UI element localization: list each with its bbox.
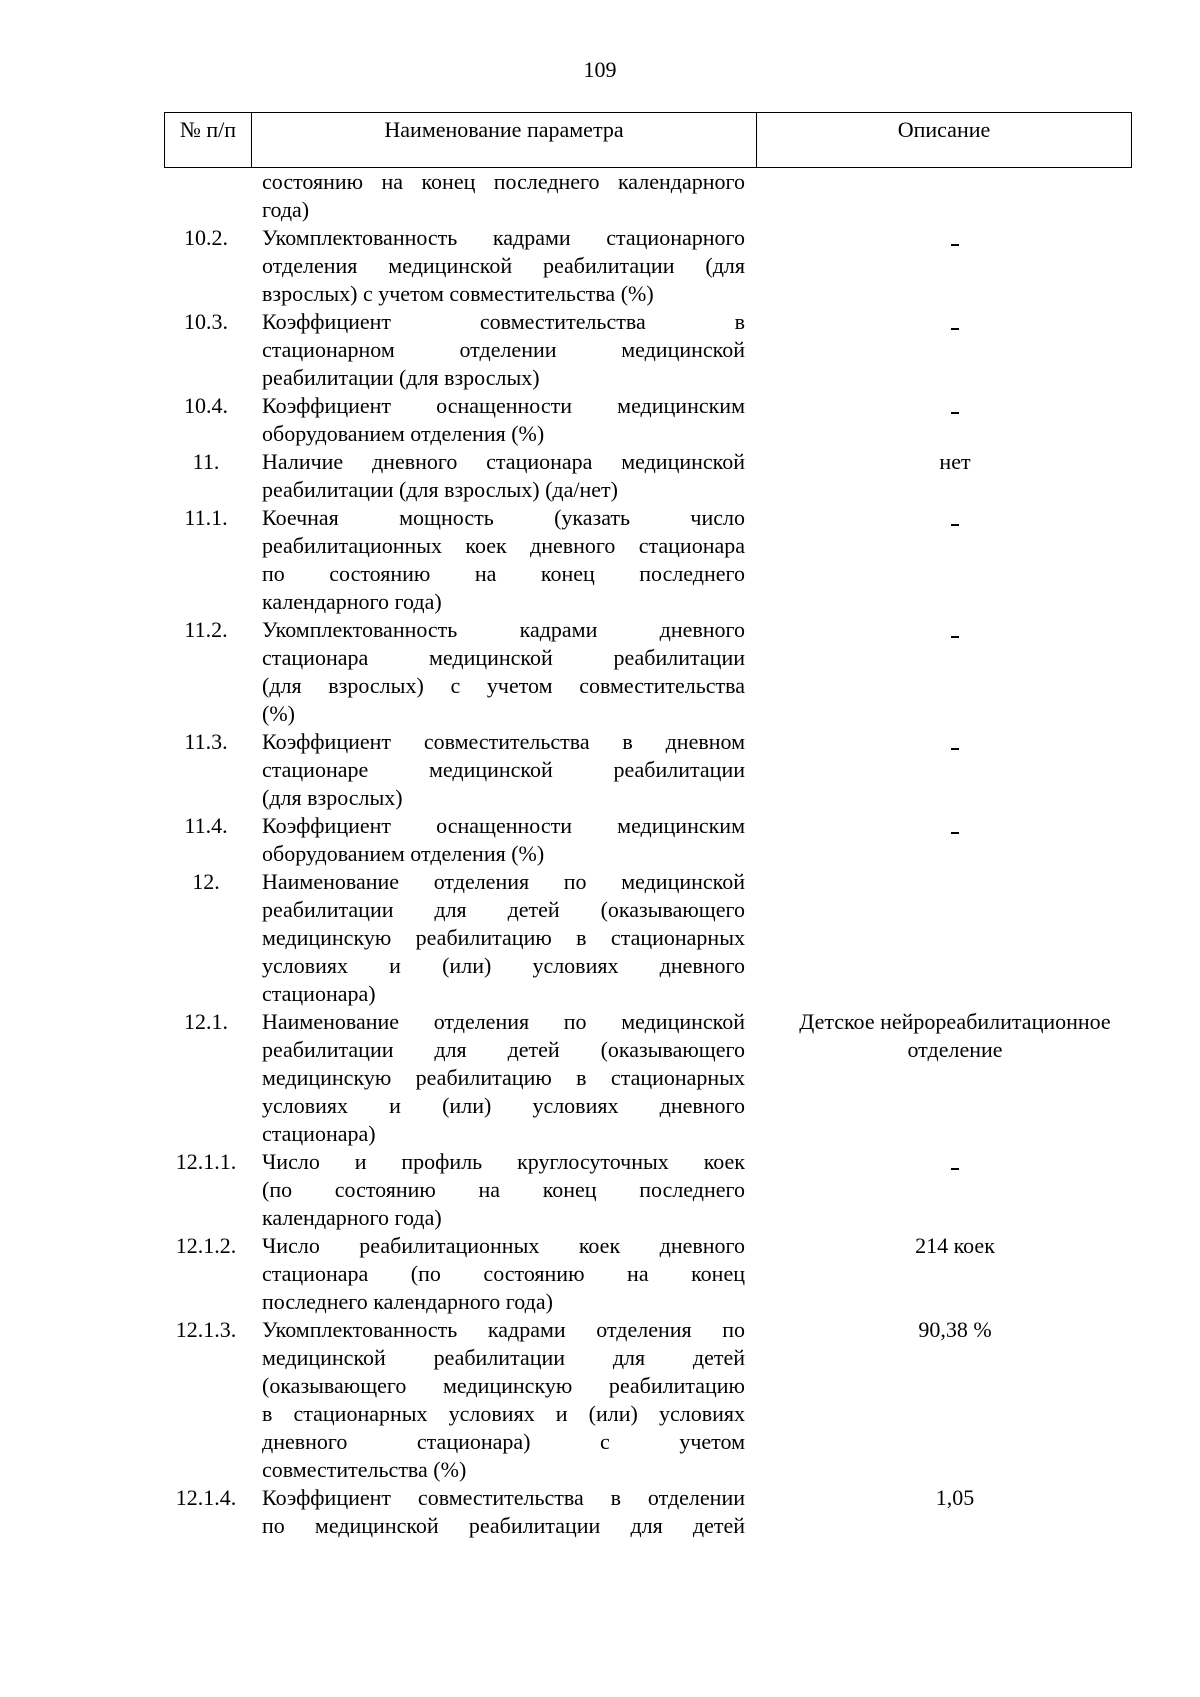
parameter-text-line: реабилитации (для взрослых) [262,365,540,390]
row-number: 10.4. [184,393,228,418]
parameter-text-line: Коечная мощность (указать число [262,505,745,530]
description-text-line: нет [939,449,971,474]
row-parameter-name [262,504,745,616]
dash-mark [951,636,959,638]
row-parameter-name [262,616,745,728]
row-parameter-name [262,728,745,812]
parameter-text-line: Коэффициент оснащенности медицинским [262,813,745,838]
parameter-text-line: календарного года) [262,589,442,614]
row-number: 10.2. [184,225,228,250]
parameter-text-line: реабилитации (для взрослых) (да/нет) [262,477,618,502]
row-parameter-name [262,224,745,308]
description-text-line: 214 коек [915,1233,995,1258]
parameter-text-line: календарного года) [262,1205,442,1230]
description-text-line: отделение [907,1037,1003,1062]
parameter-text-line: Укомплектованность кадрами стационарного [262,225,745,250]
dash-mark [951,412,959,414]
parameter-text-line: реабилитации для детей (оказывающего [262,897,745,922]
row-description [765,168,1145,224]
row-description [765,812,1145,868]
row-description [765,448,1145,504]
parameter-text-line: Число и профиль круглосуточных коек [262,1149,745,1174]
table-row [0,308,1200,392]
row-description [765,504,1145,616]
parameter-text-line: Коэффициент оснащенности медицинским [262,393,745,418]
parameter-text-line: стационаре медицинской реабилитации [262,757,745,782]
parameter-text-line: Коэффициент совместительства в [262,309,745,334]
row-number: 12.1.2. [175,1233,237,1258]
row-number: 11.2. [184,617,228,642]
header-number-column: № п/п [165,113,252,167]
parameter-text-line: медицинской реабилитации для детей [262,1345,745,1370]
row-parameter-name [262,448,745,504]
parameter-text-line: медицинскую реабилитацию в стационарных [262,1065,745,1090]
parameter-text-line: условиях и (или) условиях дневного [262,1093,745,1118]
parameter-text-line: медицинскую реабилитацию в стационарных [262,925,745,950]
dash-mark [951,1168,959,1170]
row-description [765,1484,1145,1540]
parameter-text-line: оборудованием отделения (%) [262,841,545,866]
parameter-text-line: последнего календарного года) [262,1289,553,1314]
parameter-text-line: совместительства (%) [262,1457,467,1482]
row-description [765,392,1145,448]
parameter-text-line: стационара (по состоянию на конец [262,1261,745,1286]
parameter-text-line: дневного стационара) с учетом [262,1429,745,1454]
table-row [0,1316,1200,1484]
table-header [164,112,1132,168]
row-parameter-name [262,392,745,448]
parameter-text-line: стационарном отделении медицинской [262,337,745,362]
table-row [0,1232,1200,1316]
parameter-text-line: стационара) [262,1121,376,1146]
parameter-text-line: (%) [262,701,295,726]
parameter-text-line: Наименование отделения по медицинской [262,869,745,894]
table-row [0,224,1200,308]
parameter-text-line: года) [262,197,310,222]
row-description [765,1148,1145,1232]
parameter-text-line: (для взрослых) с учетом совместительства [262,673,745,698]
parameter-text-line: реабилитационных коек дневного стационара [262,533,745,558]
header-description-column: Описание [897,117,991,142]
row-parameter-name [262,868,745,1008]
parameter-text-line: Коэффициент совместительства в дневном [262,729,745,754]
parameter-text-line: по медицинской реабилитации для детей [262,1513,745,1538]
description-text-line: Детское нейрореабилитационное [799,1009,1111,1034]
row-description [765,1316,1145,1484]
parameter-text-line: в стационарных условиях и (или) условиях [262,1401,745,1426]
parameter-text-line: по состоянию на конец последнего [262,561,745,586]
row-number: 11.4. [184,813,228,838]
table-row [0,448,1200,504]
row-description [765,616,1145,728]
row-parameter-name [262,1232,745,1316]
parameter-text-line: (оказывающего медицинскую реабилитацию [262,1373,745,1398]
dash-mark [951,328,959,330]
row-number: 12.1.3. [175,1317,237,1342]
table-row [0,812,1200,868]
parameter-text-line: (по состоянию на конец последнего [262,1177,745,1202]
parameter-text-line: реабилитации для детей (оказывающего [262,1037,745,1062]
parameter-text-line: стационара) [262,981,376,1006]
table-row [0,168,1200,224]
row-number: 11. [192,449,220,474]
dash-mark [951,832,959,834]
parameter-text-line: отделения медицинской реабилитации (для [262,253,745,278]
row-parameter-name [262,1148,745,1232]
row-description [765,728,1145,812]
row-description [765,224,1145,308]
row-number: 10.3. [184,309,228,334]
row-parameter-name [262,1316,745,1484]
table-row [0,392,1200,448]
parameter-text-line: Наименование отделения по медицинской [262,1009,745,1034]
row-parameter-name [262,1008,745,1148]
description-text-line: 90,38 % [918,1317,992,1342]
parameter-text-line: (для взрослых) [262,785,403,810]
row-number: 11.1. [184,505,228,530]
dash-mark [951,244,959,246]
table-row [0,616,1200,728]
table-row [0,728,1200,812]
page-number: 109 [583,57,617,82]
row-parameter-name [262,812,745,868]
parameter-text-line: взрослых) с учетом совместительства (%) [262,281,654,306]
description-text-line: 1,05 [935,1485,975,1510]
row-number: 11.3. [184,729,228,754]
row-parameter-name [262,1484,745,1540]
row-number: 12.1.1. [175,1149,237,1174]
table-row [0,1148,1200,1232]
row-description [765,1008,1145,1148]
parameter-text-line: Укомплектованность кадрами отделения по [262,1317,745,1342]
parameter-text-line: условиях и (или) условиях дневного [262,953,745,978]
table-body [0,168,1200,1540]
row-description [765,1232,1145,1316]
parameter-text-line: Коэффициент совместительства в отделении [262,1485,745,1510]
parameter-text-line: Число реабилитационных коек дневного [262,1233,745,1258]
dash-mark [951,748,959,750]
table-row [0,1008,1200,1148]
header-parameter-name-column: Наименование параметра [252,113,757,167]
row-number [0,168,262,224]
row-number: 12.1.4. [175,1485,237,1510]
row-parameter-name [262,168,745,224]
table-row [0,868,1200,1008]
parameter-text-line: Укомплектованность кадрами дневного [262,617,745,642]
table-row [0,504,1200,616]
row-description [765,868,1145,1008]
parameter-text-line: стационара медицинской реабилитации [262,645,745,670]
row-number: 12. [192,869,220,894]
parameter-text-line: состоянию на конец последнего календарного [262,169,745,194]
parameter-text-line: Наличие дневного стационара медицинской [262,449,745,474]
table-row [0,1484,1200,1540]
row-description [765,308,1145,392]
parameter-text-line: оборудованием отделения (%) [262,421,545,446]
row-number: 12.1. [184,1009,228,1034]
row-parameter-name [262,308,745,392]
dash-mark [951,524,959,526]
